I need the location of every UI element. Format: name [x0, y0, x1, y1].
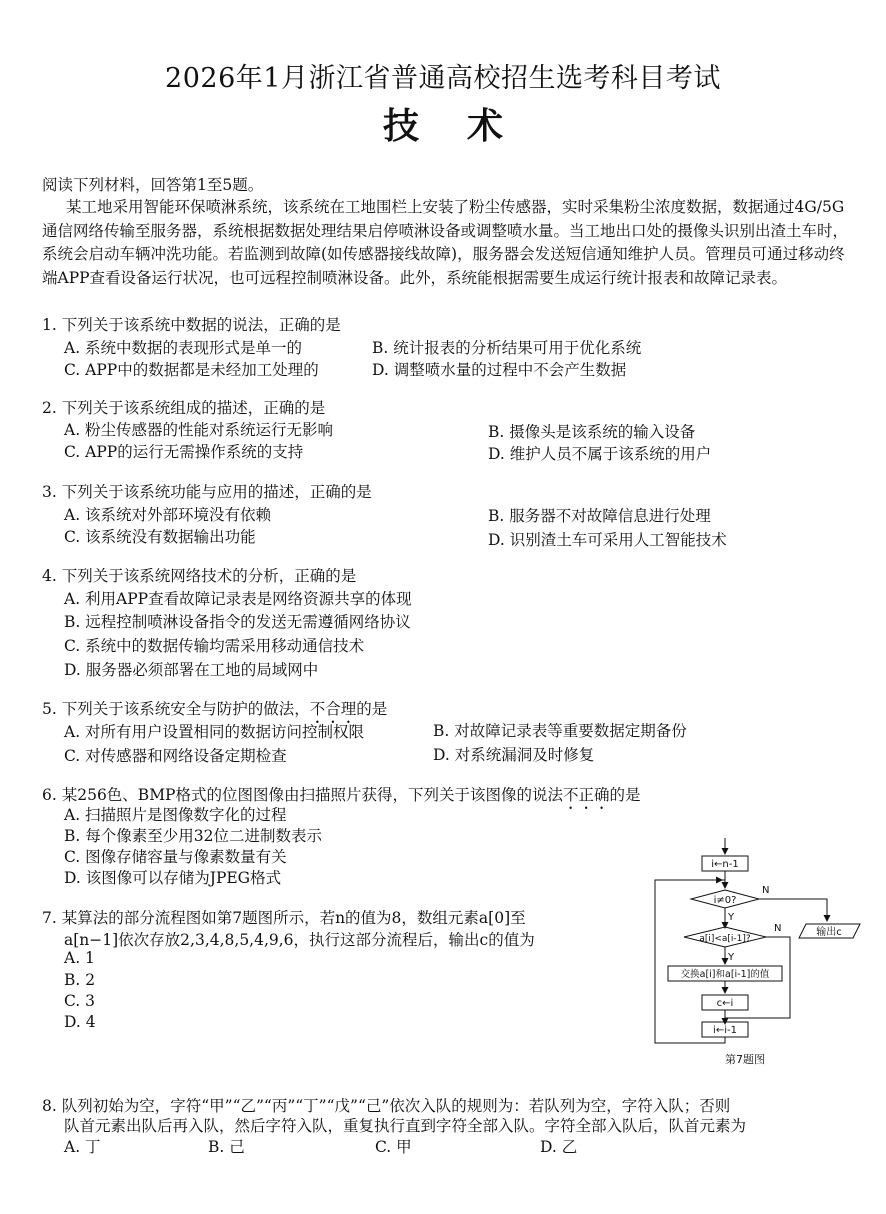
flow-swap-label: 交换a[i]和a[i-1]的值	[680, 969, 770, 980]
flow-init-label: i←n-1	[711, 859, 739, 870]
flowchart-svg	[640, 838, 870, 1078]
question-8-option-b: B. 己	[208, 1138, 245, 1156]
question-8-stem-line2: 队首元素出队后再入队，然后字符入队，重复执行直到字符全部入队。字符全部入队后，队首元素为	[64, 1117, 747, 1135]
question-4-stem: 4. 下列关于该系统网络技术的分析，正确的是	[42, 567, 357, 585]
flow-condition2-label: a[i]<a[i-1]?	[699, 934, 751, 944]
question-2-option-b: B. 摄像头是该系统的输入设备	[488, 423, 696, 441]
question-7-option-a: A. 1	[64, 949, 95, 967]
question-4-option-a: A. 利用APP查看故障记录表是网络资源共享的体现	[64, 590, 412, 608]
question-1-option-d: D. 调整喷水量的过程中不会产生数据	[372, 361, 627, 379]
question-2-stem: 2. 下列关于该系统组成的描述，正确的是	[42, 399, 326, 417]
question-1-stem: 1. 下列关于该系统中数据的说法，正确的是	[42, 316, 341, 334]
question-5-stem-post: 的是	[356, 700, 388, 718]
question-4-option-b: B. 远程控制喷淋设备指令的发送无需遵循网络协议	[64, 613, 411, 631]
flow-yes-label-1: Y	[728, 912, 735, 923]
flowchart-caption: 第7题图	[725, 1053, 765, 1066]
question-2-option-d: D. 维护人员不属于该系统的用户	[488, 445, 712, 463]
question-5-option-d: D. 对系统漏洞及时修复	[433, 746, 595, 764]
question-6-stem-post: 的是	[609, 786, 641, 804]
question-8-stem-line1: 8. 队列初始为空，字符“甲”“乙”“丙”“丁”“戊”“己”依次入队的规则为：若队列为空，字符入队；否则	[42, 1097, 731, 1115]
question-4-option-d: D. 服务器必须部署在工地的局域网中	[64, 661, 319, 679]
question-1-option-a: A. 系统中数据的表现形式是单一的	[64, 339, 303, 357]
question-3-option-a: A. 该系统对外部环境没有依赖	[64, 506, 272, 524]
flow-no-label-2: N	[774, 923, 782, 934]
question-2-option-a: A. 粉尘传感器的性能对系统运行无影响	[64, 421, 334, 439]
flow-output-label: 输出c	[816, 927, 842, 938]
question-5-option-a: A. 对所有用户设置相同的数据访问控制权限	[64, 723, 365, 741]
question-6-stem-pre: 6. 某256色、BMP格式的位图图像由扫描照片获得，下列关于该图像的说法	[42, 786, 563, 804]
question-4-option-c: C. 系统中的数据传输均需采用移动通信技术	[64, 637, 365, 655]
question-3-option-d: D. 识别渣土车可采用人工智能技术	[488, 531, 727, 549]
flow-condition1-label: i≠0?	[713, 895, 737, 906]
subject-title: 技术	[382, 106, 551, 147]
question-2-option-c: C. APP的运行无需操作系统的支持	[64, 443, 304, 461]
question-5-stem-pre: 5. 下列关于该系统安全与防护的做法，	[42, 700, 310, 718]
question-8-option-d: D. 乙	[540, 1138, 578, 1156]
reading-instruction: 阅读下列材料，回答第1至5题。	[42, 176, 264, 194]
question-5-option-b: B. 对故障记录表等重要数据定期备份	[433, 722, 687, 740]
reading-material	[42, 196, 854, 290]
question-3-stem: 3. 下列关于该系统功能与应用的描述，正确的是	[42, 483, 372, 501]
question-3-option-b: B. 服务器不对故障信息进行处理	[488, 507, 711, 525]
exam-title: 2026年1月浙江省普通高校招生选考科目考试	[165, 63, 721, 94]
question-7-option-d: D. 4	[64, 1013, 96, 1031]
question-1-option-b: B. 统计报表的分析结果可用于优化系统	[372, 339, 642, 357]
question-6-option-a: A. 扫描照片是图像数字化的过程	[64, 806, 287, 824]
question-7-flowchart	[640, 838, 870, 1078]
question-6-emphasis: 不正确	[563, 786, 610, 804]
question-6-option-c: C. 图像存储容量与像素数量有关	[64, 848, 287, 866]
question-7-stem-line2: a[n−1]依次存放2,3,4,8,5,4,9,6，执行这部分流程后，输出c的值为	[64, 931, 535, 949]
question-1-option-c: C. APP中的数据都是未经加工处理的	[64, 361, 319, 379]
question-5-option-c: C. 对传感器和网络设备定期检查	[64, 747, 287, 765]
question-7-option-c: C. 3	[64, 992, 96, 1010]
flow-assign-c-label: c←i	[716, 998, 734, 1009]
flow-decrement-label: i←i-1	[713, 1025, 737, 1036]
question-7-stem-line1: 7. 某算法的部分流程图如第7题图所示，若n的值为8，数组元素a[0]至	[42, 909, 526, 927]
question-3-option-c: C. 该系统没有数据输出功能	[64, 528, 256, 546]
material-paragraph: 某工地采用智能环保喷淋系统，该系统在工地围栏上安装了粉尘传感器，实时采集粉尘浓度数据，数据通过4G/5G通信网络传输至服务器，系统根据数据处理结果启停喷淋设备或调整喷水量。当工地出口处的摄像头识别出渣土车时，系统会启动车辆冲洗功能。若监测到故障(如传感器接线故障)，服务器会发送短信通知维护人员。管理员可通过移动终端APP查看设备运行状况，也可远程控制喷淋设备。此外，系统能根据需要生成运行统计报表和故障记录表。	[42, 198, 849, 287]
question-6-option-b: B. 每个像素至少用32位二进制数表示	[64, 827, 322, 845]
question-5-emphasis: 不合理	[309, 700, 357, 718]
flow-no-label-1: N	[762, 885, 770, 896]
question-8-option-c: C. 甲	[375, 1138, 412, 1156]
question-8-option-a: A. 丁	[64, 1138, 101, 1156]
question-7-option-b: B. 2	[64, 971, 96, 989]
flow-yes-label-2: Y	[728, 952, 735, 963]
question-6-option-d: D. 该图像可以存储为JPEG格式	[64, 869, 282, 887]
